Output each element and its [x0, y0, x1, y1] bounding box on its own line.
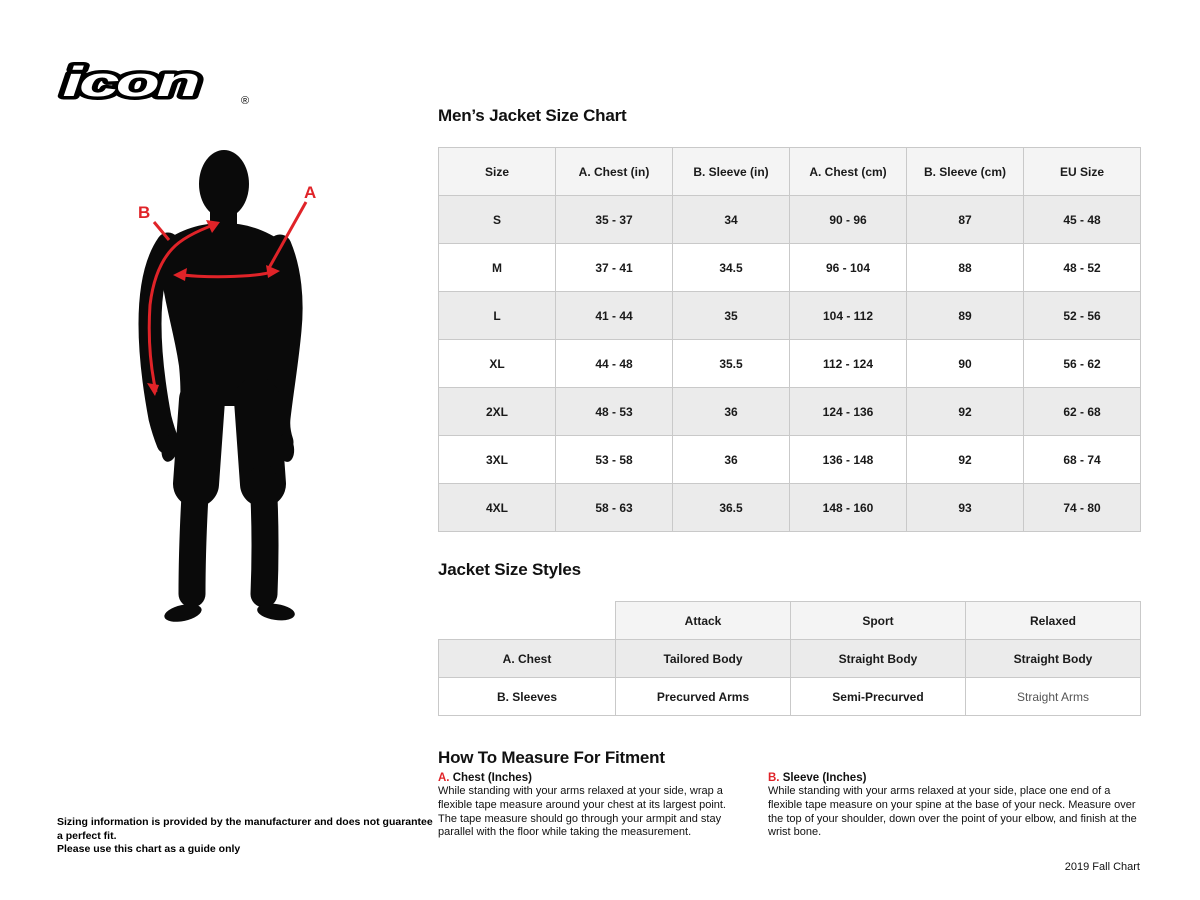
cell: 34: [673, 196, 790, 244]
cell: 52 - 56: [1024, 292, 1141, 340]
measure-chest-heading: [438, 772, 740, 784]
cell: Precurved Arms: [616, 678, 791, 716]
cell: 37 - 41: [556, 244, 673, 292]
cell: 56 - 62: [1024, 340, 1141, 388]
col-eu-size: EU Size: [1024, 148, 1141, 196]
styles-header-row: [439, 602, 1141, 640]
cell: Tailored Body: [616, 640, 791, 678]
cell: 112 - 124: [790, 340, 907, 388]
measure-sleeve-label: Sleeve (Inches): [779, 772, 867, 784]
cell: 35 - 37: [556, 196, 673, 244]
figure-label-b: B: [138, 203, 151, 222]
cell: 89: [907, 292, 1024, 340]
measure-chest-label: Chest (Inches): [449, 772, 532, 784]
measure-sleeve-section: [768, 772, 1142, 840]
table-row-3xl: [439, 436, 1141, 484]
col-chest-cm: A. Chest (cm): [790, 148, 907, 196]
cell: 104 - 112: [790, 292, 907, 340]
measure-sleeve-heading: [768, 772, 1142, 784]
cell: 35.5: [673, 340, 790, 388]
table-row-m: [439, 244, 1141, 292]
col-sleeve-cm: B. Sleeve (cm): [907, 148, 1024, 196]
cell: M: [439, 244, 556, 292]
size-table-header-row: [439, 148, 1141, 196]
measure-instructions: [438, 772, 1142, 840]
cell: 48 - 52: [1024, 244, 1141, 292]
measure-chest-text: While standing with your arms relaxed at your side, wrap a flexible tape measure around your chest at its largest point. The tape measure should go through your armpit and stay parallel with the floor while taking the measurement.: [438, 785, 726, 839]
cell: Straight Body: [966, 640, 1141, 678]
cell: 48 - 53: [556, 388, 673, 436]
styles-row-sleeves: [439, 678, 1141, 716]
cell: 36.5: [673, 484, 790, 532]
registered-mark: ®: [241, 95, 250, 107]
cell: 36: [673, 436, 790, 484]
cell: 53 - 58: [556, 436, 673, 484]
sizing-disclaimer: [57, 816, 437, 857]
measure-chest-section: [438, 772, 740, 840]
chart-version: 2019 Fall Chart: [1064, 861, 1140, 873]
cell: 148 - 160: [790, 484, 907, 532]
cell: 44 - 48: [556, 340, 673, 388]
table-row-l: [439, 292, 1141, 340]
cell: L: [439, 292, 556, 340]
table-row-4xl: [439, 484, 1141, 532]
cell: 3XL: [439, 436, 556, 484]
cell: 74 - 80: [1024, 484, 1141, 532]
cell: 58 - 63: [556, 484, 673, 532]
cell: 92: [907, 436, 1024, 484]
figure-label-a: A: [304, 183, 317, 202]
measure-sleeve-letter: B.: [768, 772, 780, 784]
table-row-xl: [439, 340, 1141, 388]
cell: 62 - 68: [1024, 388, 1141, 436]
cell: XL: [439, 340, 556, 388]
col-relaxed: Relaxed: [966, 602, 1141, 640]
measure-sleeve-text: While standing with your arms relaxed at your side, place one end of a flexible tape measure on your spine at the base of your neck. Measure over the top of your shoulder, down over the point of your elbow, and finish at the wrist bone.: [768, 785, 1137, 839]
cell: 88: [907, 244, 1024, 292]
col-size: Size: [439, 148, 556, 196]
col-chest-in: A. Chest (in): [556, 148, 673, 196]
cell: Straight Arms: [966, 678, 1141, 716]
table-row-s: [439, 196, 1141, 244]
col-attack: Attack: [616, 602, 791, 640]
size-chart-title: Men’s Jacket Size Chart: [438, 106, 627, 125]
cell: 124 - 136: [790, 388, 907, 436]
icon-logo: [55, 54, 255, 113]
cell: 41 - 44: [556, 292, 673, 340]
cell: 45 - 48: [1024, 196, 1141, 244]
cell: Straight Body: [791, 640, 966, 678]
jacket-size-styles-table: [438, 601, 1141, 716]
measure-chest-letter: A.: [438, 772, 450, 784]
cell: 93: [907, 484, 1024, 532]
cell: 96 - 104: [790, 244, 907, 292]
cell: 2XL: [439, 388, 556, 436]
male-silhouette-figure: [90, 128, 390, 648]
cell: 36: [673, 388, 790, 436]
cell: Semi-Precurved: [791, 678, 966, 716]
disclaimer-line-1: Sizing information is provided by the manufacturer and does not guarantee a perfect fit.: [57, 816, 433, 842]
size-styles-title: Jacket Size Styles: [438, 560, 581, 579]
measure-title: How To Measure For Fitment: [438, 748, 665, 767]
styles-row-chest: [439, 640, 1141, 678]
cell: 68 - 74: [1024, 436, 1141, 484]
disclaimer-line-2: Please use this chart as a guide only: [57, 843, 241, 855]
cell: 87: [907, 196, 1024, 244]
mens-jacket-size-table: [438, 147, 1141, 532]
cell: 35: [673, 292, 790, 340]
cell: S: [439, 196, 556, 244]
cell: 4XL: [439, 484, 556, 532]
row-label: A. Chest: [439, 640, 616, 678]
cell: 90 - 96: [790, 196, 907, 244]
cell: 92: [907, 388, 1024, 436]
logo-wordmark: icon: [62, 58, 198, 106]
col-sport: Sport: [791, 602, 966, 640]
styles-blank-cell: [439, 602, 616, 640]
col-sleeve-in: B. Sleeve (in): [673, 148, 790, 196]
row-label: B. Sleeves: [439, 678, 616, 716]
cell: 34.5: [673, 244, 790, 292]
cell: 90: [907, 340, 1024, 388]
icon-logo-graphic: [55, 54, 255, 108]
table-row-2xl: [439, 388, 1141, 436]
cell: 136 - 148: [790, 436, 907, 484]
